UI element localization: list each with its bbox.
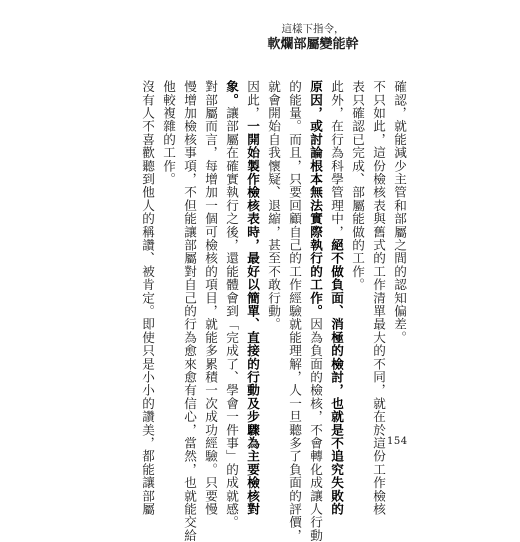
- text-segment: 沒有人不喜歡聽到他人的稱讚、被肯定。即使只是小小的讚美，都能讓部屬: [140, 80, 155, 516]
- text-segment: 因為負面的檢核，不會轉化成讓人行動: [308, 317, 323, 542]
- text-column: [179, 80, 200, 542]
- text-column: [200, 80, 221, 516]
- text-column: [389, 80, 410, 432]
- text-segment: 慢增加檢核事項，不但能讓部屬對自己的行為愈來愈有信心，當然，也就能交給: [182, 80, 197, 542]
- text-segment: 對部屬而言，每增加一個可檢核的項目，就能多累積一次成功經驗。只要慢: [203, 80, 218, 516]
- text-column: [137, 80, 158, 516]
- text-column: [284, 80, 305, 542]
- bold-text-segment: 原因，或討論根本無法實際執行的工作。: [308, 80, 323, 318]
- text-column: [242, 80, 263, 516]
- text-column: [368, 80, 389, 516]
- text-segment: 他較複雜的工作。: [161, 80, 176, 186]
- bold-text-segment: 一開始製作檢核表時，最好以簡單、直接的行動及步驟為主要檢核對: [245, 119, 260, 516]
- text-segment: 讓部屬在確實執行之後，還能體會到「完成了、學會一件事」的成就感。: [224, 106, 239, 529]
- text-column: [326, 80, 347, 516]
- bold-text-segment: 象。: [224, 80, 239, 107]
- text-column: [221, 80, 242, 529]
- text-segment: 此外，在行為科學管理中，: [329, 80, 344, 239]
- header-subtitle: 這樣下指令，: [281, 23, 345, 35]
- text-segment: 不只如此，這份檢核表與舊式的工作清單最大的不同，就在於這份工作檢核: [371, 80, 386, 516]
- text-segment: 就會開始自我懷疑、退縮，甚至不敢行動。: [266, 80, 281, 331]
- running-header: [238, 22, 388, 53]
- text-segment: 因此，: [245, 80, 260, 120]
- text-column: [158, 80, 179, 432]
- text-segment: 表只確認已完成、部屬能做的工作。: [350, 80, 365, 292]
- bold-text-segment: 絕不做負面、消極的檢討，也就是不追究失敗的: [329, 238, 344, 516]
- text-segment: 確認，就能減少主管和部屬之間的認知偏差。: [392, 80, 407, 344]
- header-title: 軟爛部屬變能幹: [267, 37, 359, 52]
- text-column: [347, 80, 368, 432]
- page-number: 154: [387, 436, 408, 447]
- text-column: [263, 80, 284, 432]
- text-segment: 的能量。而且，只要回顧自己的工作經驗就能理解，人一旦聽多了負面的評價，: [287, 80, 302, 542]
- text-column: [305, 80, 326, 542]
